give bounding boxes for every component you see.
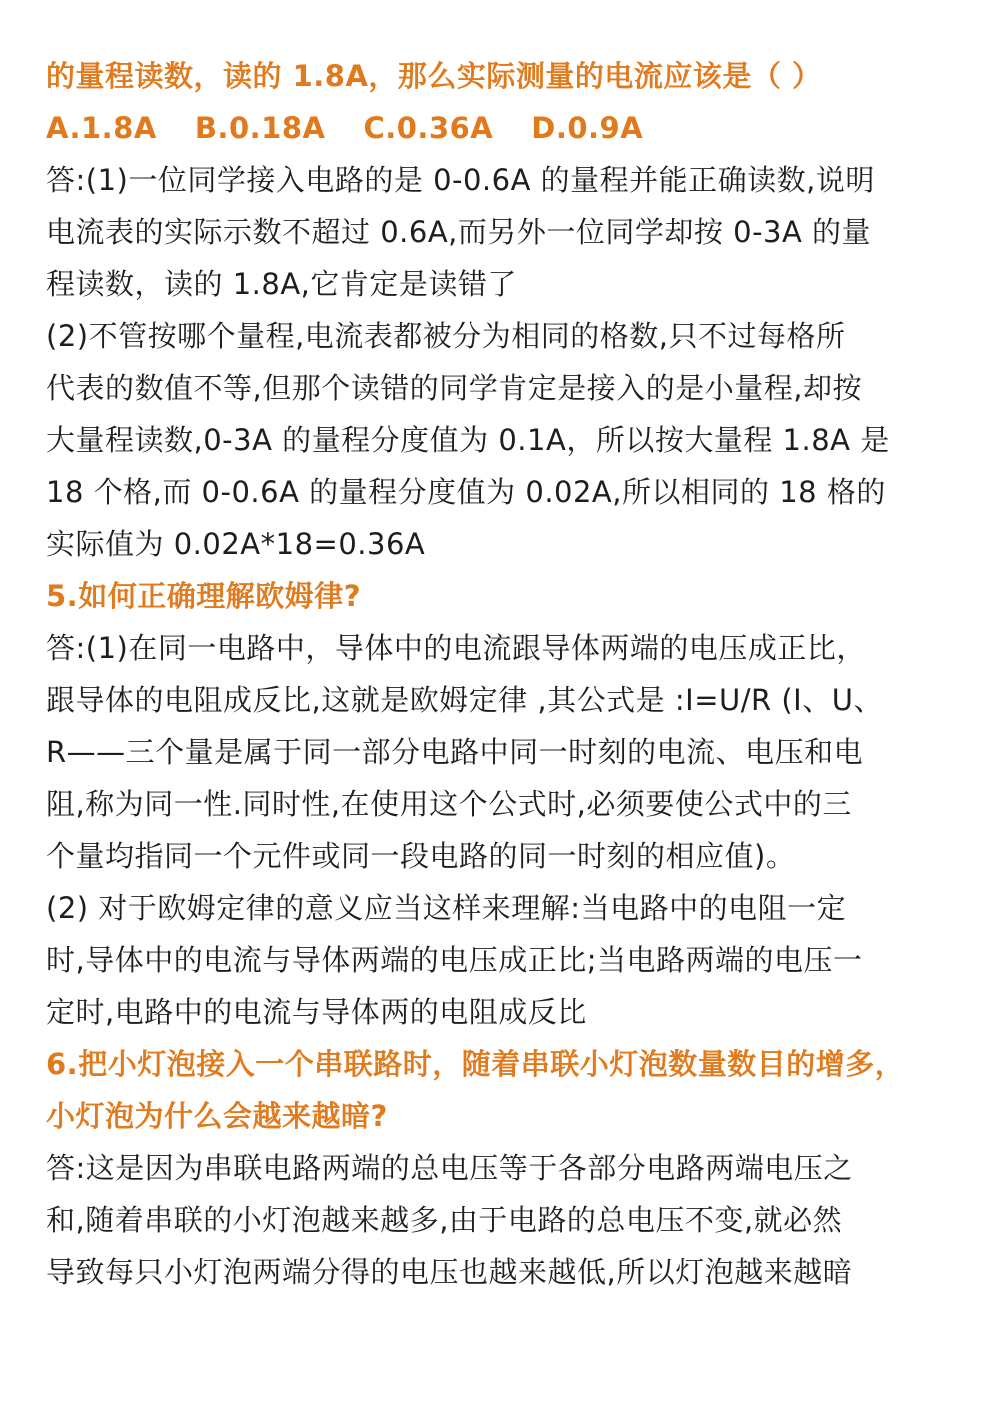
q6-title-line: 小灯泡为什么会越来越暗?: [46, 1099, 388, 1133]
option-b: B.0.18A: [194, 111, 326, 145]
q4-question-tail: 的量程读数，读的 1.8A，那么实际测量的电流应该是（ ）: [46, 59, 822, 93]
option-a: A.1.8A: [46, 111, 157, 145]
q4-answer-line: 答:(1)一位同学接入电路的是 0-0.6A 的量程并能正确读数,说明: [46, 163, 875, 197]
q4-answer-line: 程读数，读的 1.8A,它肯定是读错了: [46, 267, 517, 301]
q4-answer-line: 电流表的实际示数不超过 0.6A,而另外一位同学却按 0-3A 的量: [46, 215, 872, 249]
q4-answer-line: 实际值为 0.02A*18=0.36A: [46, 527, 426, 561]
q5-answer-line: 定时,电路中的电流与导体两的电阻成反比: [46, 995, 587, 1029]
q4-answer-line: 代表的数值不等,但那个读错的同学肯定是接入的是小量程,却按: [46, 371, 862, 405]
q5-answer-line: 时,导体中的电流与导体两端的电压成正比;当电路两端的电压一: [46, 943, 863, 977]
q4-answer-line: 大量程读数,0-3A 的量程分度值为 0.1A，所以按大量程 1.8A 是: [46, 423, 890, 457]
q5-title: 5.如何正确理解欧姆律?: [46, 579, 362, 613]
q5-answer-line: R——三个量是属于同一部分电路中同一时刻的电流、电压和电: [46, 735, 864, 769]
q6-answer-line: 答:这是因为串联电路两端的总电压等于各部分电路两端电压之: [46, 1151, 853, 1185]
q6-answer-line: 导致每只小灯泡两端分得的电压也越来越低,所以灯泡越来越暗: [46, 1255, 853, 1289]
q5-answer-line: (2) 对于欧姆定律的意义应当这样来理解:当电路中的电阻一定: [46, 891, 847, 925]
option-c: C.0.36A: [363, 111, 494, 145]
q6-title-line: 6.把小灯泡接入一个串联路时，随着串联小灯泡数量数目的增多，: [46, 1047, 905, 1081]
q5-answer-line: 答:(1)在同一电路中，导体中的电流跟导体两端的电压成正比，: [46, 631, 866, 665]
q5-answer-line: 跟导体的电阻成反比,这就是欧姆定律 ,其公式是 :I=U/R (I、U、: [46, 683, 883, 717]
q6-answer-line: 和,随着串联的小灯泡越来越多,由于电路的总电压不变,就必然: [46, 1203, 843, 1237]
q4-answer-line: (2)不管按哪个量程,电流表都被分为相同的格数,只不过每格所: [46, 319, 846, 353]
q4-answer-line: 18 个格,而 0-0.6A 的量程分度值为 0.02A,所以相同的 18 格的: [46, 475, 886, 509]
q5-answer-line: 个量均指同一个元件或同一段电路的同一时刻的相应值)。: [46, 839, 796, 873]
q5-answer-line: 阻,称为同一性.同时性,在使用这个公式时,必须要使公式中的三: [46, 787, 852, 821]
option-d: D.0.9A: [531, 111, 644, 145]
q4-options: [46, 108, 972, 148]
